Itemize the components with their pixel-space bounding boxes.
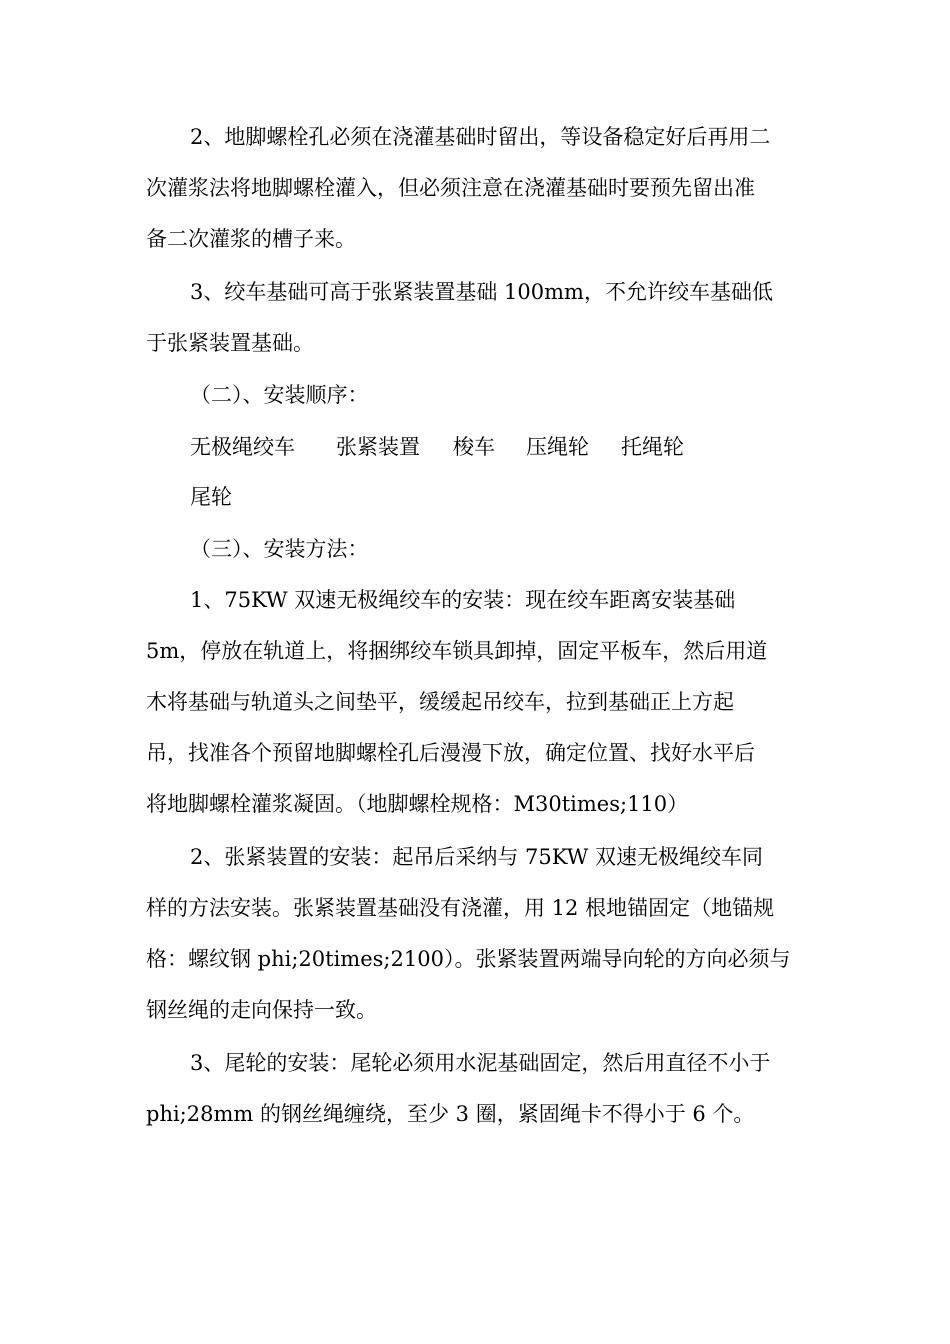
text-line: 木将基础与轨道头之间垫平，缓缓起吊绞车，拉到基础正上方起: [146, 690, 734, 714]
sequence-item: 无极绳绞车: [190, 435, 295, 459]
text-line: 5m，停放在轨道上，将捆绑绞车锁具卸掉，固定平板车，然后用道: [146, 639, 768, 663]
section-heading: （二）、安装顺序：: [190, 383, 369, 407]
text-line: 于张紧装置基础。: [146, 331, 314, 355]
text-line: 吊，找准各个预留地脚螺栓孔后漫漫下放，确定位置、找好水平后: [146, 741, 755, 765]
sequence-item: 托绳轮: [621, 435, 684, 459]
text-line: 2、地脚螺栓孔必须在浇灌基础时留出，等设备稳定好后再用二: [190, 125, 771, 149]
text-line: phi;28mm 的钢丝绳缠绕，至少 3 圈，紧固绳卡不得小于 6 个。: [146, 1102, 755, 1126]
text-line: 钢丝绳的走向保持一致。: [146, 998, 377, 1022]
text-line: 1、75KW 双速无极绳绞车的安装：现在绞车距离安装基础: [190, 588, 736, 612]
sequence-item-last: 尾轮: [190, 485, 232, 509]
text-line: 样的方法安装。张紧装置基础没有浇灌，用 12 根地锚固定（地锚规: [146, 896, 775, 920]
section-heading: （三）、安装方法：: [190, 537, 369, 561]
sequence-item: 压绳轮: [526, 435, 589, 459]
text-line: 次灌浆法将地脚螺栓灌入，但必须注意在浇灌基础时要预先留出准: [146, 176, 755, 200]
install-sequence: [190, 427, 684, 467]
text-line: 备二次灌浆的槽子来。: [146, 227, 356, 251]
text-line: 2、张紧装置的安装：起吊后采纳与 75KW 双速无极绳绞车同: [190, 845, 763, 869]
sequence-item: 梭车: [453, 435, 495, 459]
text-line: 3、尾轮的安装：尾轮必须用水泥基础固定，然后用直径不小于: [190, 1051, 771, 1075]
text-line: 将地脚螺栓灌浆凝固。（地脚螺栓规格：M30times;110）: [146, 792, 689, 816]
text-line: 3、绞车基础可高于张紧装置基础 100mm，不允许绞车基础低: [190, 280, 773, 304]
text-line: 格：螺纹钢 phi;20times;2100）。张紧装置两端导向轮的方向必须与: [146, 947, 791, 971]
sequence-item: 张紧装置: [336, 435, 420, 459]
